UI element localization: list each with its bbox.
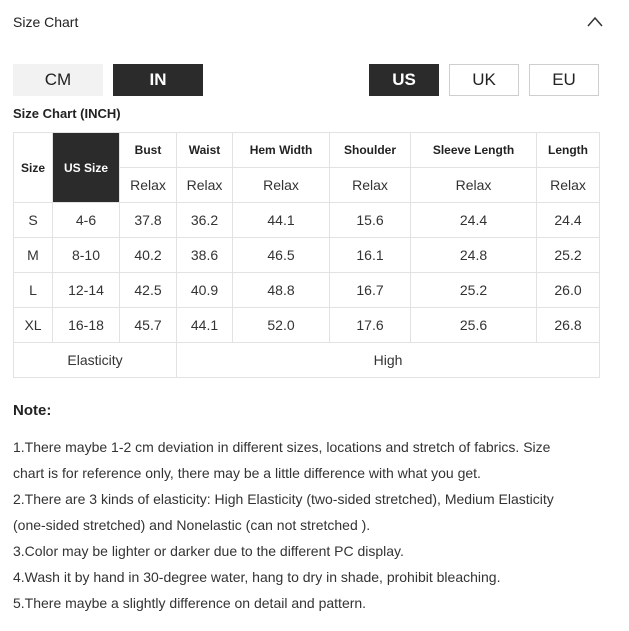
value-cell: 24.8 xyxy=(411,238,537,273)
table-subtitle: Size Chart (INCH) xyxy=(13,106,121,121)
value-cell: 24.4 xyxy=(537,203,600,238)
value-cell: 46.5 xyxy=(233,238,330,273)
size-chart-header[interactable] xyxy=(13,12,603,36)
note-line: 2.There are 3 kinds of elasticity: High Elasticity (two-sided stretched), Medium Elasticity xyxy=(13,491,554,507)
chevron-up-icon[interactable] xyxy=(587,16,603,28)
elasticity-value: High xyxy=(177,343,600,378)
value-cell: 37.8 xyxy=(120,203,177,238)
value-cell: 16.7 xyxy=(330,273,411,308)
us-size-cell: 8-10 xyxy=(53,238,120,273)
size-table xyxy=(13,132,600,378)
fit-cell: Relax xyxy=(120,168,177,203)
value-cell: 40.9 xyxy=(177,273,233,308)
value-cell: 25.2 xyxy=(537,238,600,273)
value-cell: 48.8 xyxy=(233,273,330,308)
value-cell: 17.6 xyxy=(330,308,411,343)
fit-cell: Relax xyxy=(233,168,330,203)
fit-cell: Relax xyxy=(177,168,233,203)
value-cell: 25.6 xyxy=(411,308,537,343)
region-uk-button[interactable]: UK xyxy=(449,64,519,96)
note-line: 4.Wash it by hand in 30-degree water, hang to dry in shade, prohibit bleaching. xyxy=(13,569,501,585)
bust-header: Bust xyxy=(120,133,177,168)
us-size-cell: 16-18 xyxy=(53,308,120,343)
value-cell: 38.6 xyxy=(177,238,233,273)
note-title: Note: xyxy=(13,402,52,419)
note-line: 1.There maybe 1-2 cm deviation in different sizes, locations and stretch of fabrics. Size xyxy=(13,439,551,455)
size-cell: M xyxy=(14,238,53,273)
note-list xyxy=(13,434,613,616)
shoulder-header: Shoulder xyxy=(330,133,411,168)
note-line: chart is for reference only, there may be a little difference with what you get. xyxy=(13,465,481,481)
value-cell: 40.2 xyxy=(120,238,177,273)
fit-cell: Relax xyxy=(330,168,411,203)
value-cell: 45.7 xyxy=(120,308,177,343)
value-cell: 42.5 xyxy=(120,273,177,308)
us-size-cell: 4-6 xyxy=(53,203,120,238)
value-cell: 16.1 xyxy=(330,238,411,273)
waist-header: Waist xyxy=(177,133,233,168)
size-header: Size xyxy=(14,133,53,203)
value-cell: 36.2 xyxy=(177,203,233,238)
size-cell: XL xyxy=(14,308,53,343)
size-cell: L xyxy=(14,273,53,308)
us-size-header: US Size xyxy=(53,133,120,203)
value-cell: 44.1 xyxy=(177,308,233,343)
table-row xyxy=(14,273,600,308)
value-cell: 25.2 xyxy=(411,273,537,308)
unit-in-button[interactable]: IN xyxy=(113,64,203,96)
us-size-cell: 12-14 xyxy=(53,273,120,308)
value-cell: 26.0 xyxy=(537,273,600,308)
value-cell: 44.1 xyxy=(233,203,330,238)
value-cell: 52.0 xyxy=(233,308,330,343)
value-cell: 26.8 xyxy=(537,308,600,343)
note-line: (one-sided stretched) and Nonelastic (can not stretched ). xyxy=(13,517,371,533)
length-header: Length xyxy=(537,133,600,168)
value-cell: 15.6 xyxy=(330,203,411,238)
sleeve-length-header: Sleeve Length xyxy=(411,133,537,168)
note-line: 5.There maybe a slightly difference on detail and pattern. xyxy=(13,595,367,611)
region-us-button[interactable]: US xyxy=(369,64,439,96)
value-cell: 24.4 xyxy=(411,203,537,238)
unit-cm-button[interactable]: CM xyxy=(13,64,103,96)
fit-cell: Relax xyxy=(411,168,537,203)
fit-cell: Relax xyxy=(537,168,600,203)
elasticity-label: Elasticity xyxy=(14,343,177,378)
table-row xyxy=(14,308,600,343)
table-row xyxy=(14,203,600,238)
note-line: 3.Color may be lighter or darker due to the different PC display. xyxy=(13,543,404,559)
size-cell: S xyxy=(14,203,53,238)
hem-width-header: Hem Width xyxy=(233,133,330,168)
table-row xyxy=(14,238,600,273)
size-chart-title: Size Chart xyxy=(13,14,79,30)
region-eu-button[interactable]: EU xyxy=(529,64,599,96)
